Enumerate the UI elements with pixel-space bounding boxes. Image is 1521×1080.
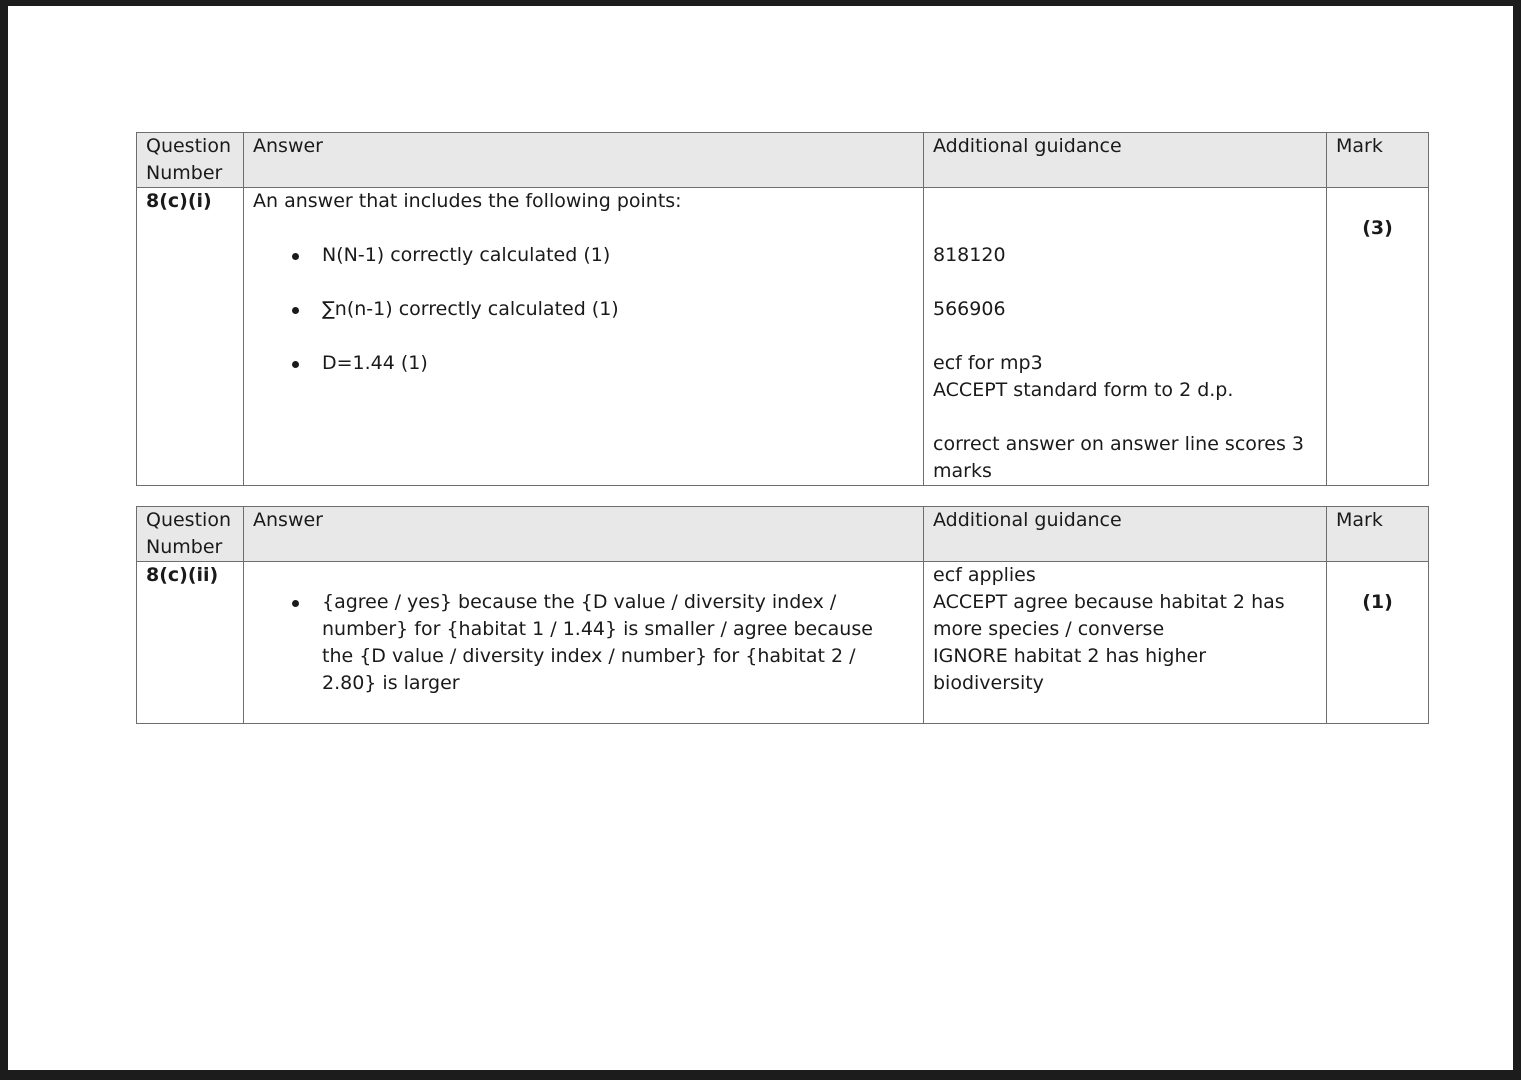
answer-point: {agree / yes} because the {D value / diversity index / number} for {habitat 1 / 1.44} is smaller / agree because the {D value / diversity index / number} for {habitat 2 / 2.80} is larger xyxy=(253,589,914,697)
mark-scheme-table-8ci xyxy=(136,132,1429,486)
mark-value: (1) xyxy=(1362,591,1393,613)
table-row xyxy=(137,188,1429,486)
guidance-line: 566906 xyxy=(933,298,1006,320)
header-mark: Mark xyxy=(1327,507,1429,562)
question-number: 8(c)(i) xyxy=(137,188,244,486)
guidance-line: ecf applies xyxy=(933,564,1036,586)
guidance-line: correct answer on answer line scores 3 marks xyxy=(933,433,1305,482)
table-header-row xyxy=(137,133,1429,188)
guidance-cell xyxy=(924,562,1327,724)
table-header-row xyxy=(137,507,1429,562)
answer-point: ∑n(n-1) correctly calculated (1) xyxy=(253,296,914,323)
header-answer: Answer xyxy=(244,133,924,188)
guidance-line: ecf for mp3 xyxy=(933,352,1043,374)
guidance-line: ACCEPT standard form to 2 d.p. xyxy=(933,379,1234,401)
answer-cell xyxy=(244,562,924,724)
guidance-cell xyxy=(924,188,1327,486)
mark-value: (3) xyxy=(1362,217,1393,239)
answer-intro: An answer that includes the following points: xyxy=(253,190,682,212)
guidance-line: ACCEPT agree because habitat 2 has more species / converse xyxy=(933,591,1285,640)
guidance-line: IGNORE habitat 2 has higher biodiversity xyxy=(933,645,1207,694)
answer-cell xyxy=(244,188,924,486)
question-number: 8(c)(ii) xyxy=(137,562,244,724)
header-question-number: Question Number xyxy=(137,133,244,188)
mark-cell xyxy=(1327,562,1429,724)
mark-cell xyxy=(1327,188,1429,486)
header-question-number: Question Number xyxy=(137,507,244,562)
document-page xyxy=(8,6,1513,1070)
table-row xyxy=(137,562,1429,724)
header-additional-guidance: Additional guidance xyxy=(924,507,1327,562)
answer-point: N(N-1) correctly calculated (1) xyxy=(253,242,914,269)
answer-point: D=1.44 (1) xyxy=(253,350,914,377)
mark-scheme-table-8cii xyxy=(136,506,1429,724)
header-answer: Answer xyxy=(244,507,924,562)
guidance-line: 818120 xyxy=(933,244,1006,266)
header-mark: Mark xyxy=(1327,133,1429,188)
header-additional-guidance: Additional guidance xyxy=(924,133,1327,188)
